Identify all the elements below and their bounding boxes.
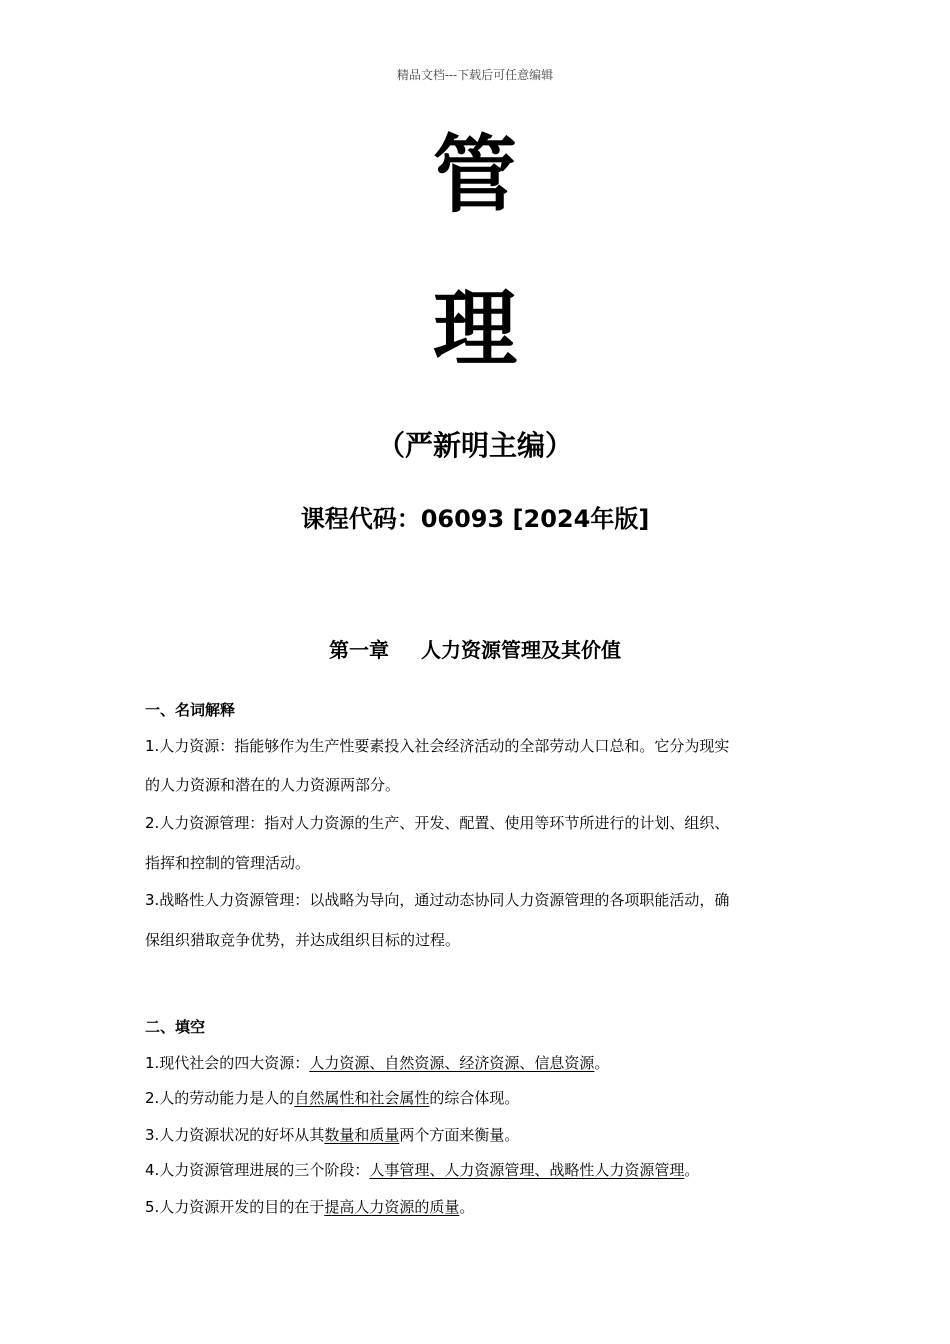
section-1-title: 一、名词解释 xyxy=(145,701,236,719)
course-code: 课程代码：06093 [2024年版] xyxy=(300,505,650,533)
item-answer: 数量和质量 xyxy=(324,1126,400,1144)
page-header: 精品文档---下载后可任意编辑 xyxy=(396,68,554,82)
fill-blank-item xyxy=(145,1196,810,1217)
definition-line: 1.人力资源：指能够作为生产性要素投入社会经济活动的全部劳动人口总和。它分为现实 xyxy=(145,737,730,755)
chapter-heading xyxy=(0,634,950,663)
item-suffix: 。 xyxy=(459,1198,475,1216)
item-prefix: 4.人力资源管理进展的三个阶段： xyxy=(145,1161,370,1179)
item-answer: 提高人力资源的质量 xyxy=(324,1198,460,1216)
title-char-2: 理 xyxy=(432,280,517,378)
item-prefix: 1.现代社会的四大资源： xyxy=(145,1054,310,1072)
item-answer: 人事管理、人力资源管理、战略性人力资源管理 xyxy=(369,1161,685,1179)
item-answer: 自然属性和社会属性 xyxy=(294,1089,430,1107)
definition-line: 保组织猎取竞争优势，并达成组织目标的过程。 xyxy=(145,931,461,949)
item-suffix: 的综合体现。 xyxy=(429,1089,520,1107)
fill-blank-item xyxy=(145,1087,810,1108)
editor-line: （严新明主编） xyxy=(376,429,573,462)
item-prefix: 3.人力资源状况的好坏从其 xyxy=(145,1126,325,1144)
item-suffix: 。 xyxy=(594,1054,610,1072)
title-char-1: 管 xyxy=(432,126,517,224)
section-2-title: 二、填空 xyxy=(145,1018,206,1036)
definition-line: 2.人力资源管理：指对人力资源的生产、开发、配置、使用等环节所进行的计划、组织、 xyxy=(145,814,730,832)
definition-line: 3.战略性人力资源管理：以战略为导向，通过动态协同人力资源管理的各项职能活动，确 xyxy=(145,891,730,909)
fill-blank-item xyxy=(145,1159,810,1180)
chapter-title: 人力资源管理及其价值 xyxy=(421,638,621,662)
item-prefix: 2.人的劳动能力是人的 xyxy=(145,1089,295,1107)
item-answer: 人力资源、自然资源、经济资源、信息资源 xyxy=(309,1054,595,1072)
chapter-number: 第一章 xyxy=(329,638,389,662)
fill-blank-item xyxy=(145,1052,810,1073)
definition-line: 的人力资源和潜在的人力资源两部分。 xyxy=(145,776,401,794)
item-prefix: 5.人力资源开发的目的在于 xyxy=(145,1198,325,1216)
definition-line: 指挥和控制的管理活动。 xyxy=(145,854,311,872)
fill-blank-item xyxy=(145,1124,810,1145)
item-suffix: 两个方面来衡量。 xyxy=(399,1126,520,1144)
item-suffix: 。 xyxy=(684,1161,700,1179)
